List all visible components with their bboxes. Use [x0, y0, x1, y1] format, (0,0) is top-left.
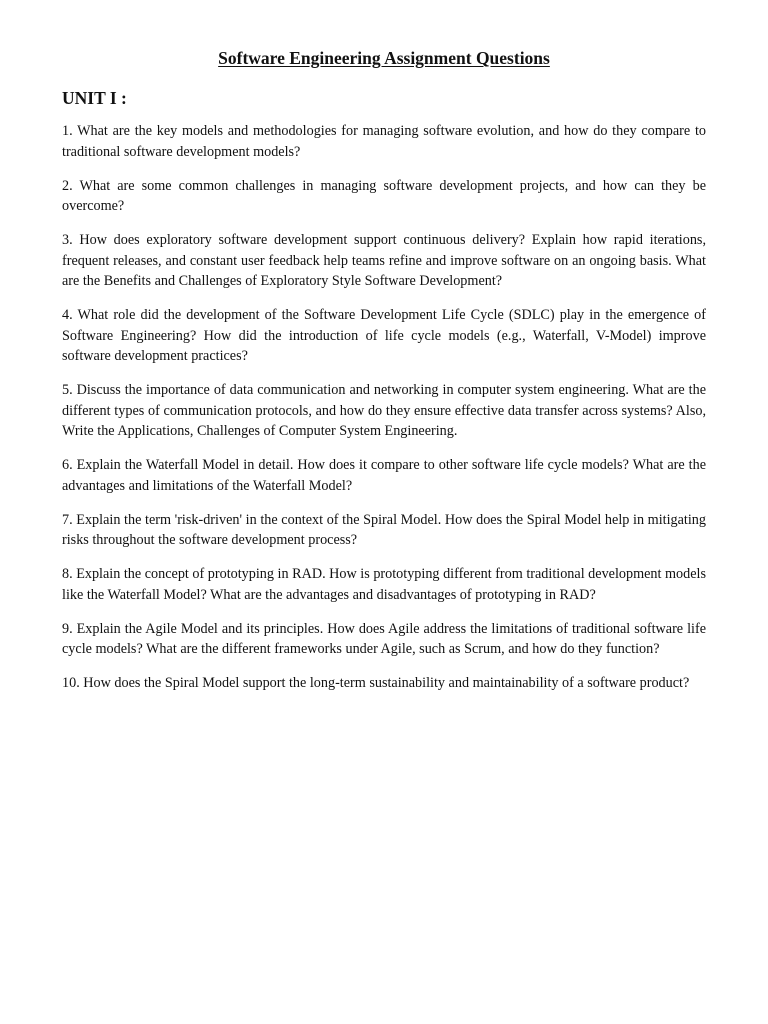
question-list: [62, 121, 706, 694]
question-5: 5. Discuss the importance of data communication and networking in computer system engineering. What are the different types of communication protocols, and how do they ensure effective data transfer across systems? Also, Write the Applications, Challenges of Computer System Engineering.: [62, 382, 706, 439]
document-page: [62, 46, 706, 707]
question-10: 10. How does the Spiral Model support the long-term sustainability and maintainability of a software product?: [62, 675, 690, 691]
question-9: 9. Explain the Agile Model and its principles. How does Agile address the limitations of traditional software life cycle models? What are the different frameworks under Agile, such as Scrum, and how do they function?: [62, 620, 706, 657]
question-4: 4. What role did the development of the Software Development Life Cycle (SDLC) play in the emergence of Software Engineering? How did the introduction of life cycle models (e.g., Waterfall, V-Model) improve software development practices?: [62, 307, 706, 364]
unit-heading: UNIT I :: [62, 88, 127, 108]
question-7: 7. Explain the term 'risk-driven' in the context of the Spiral Model. How does the Spiral Model help in mitigating risks throughout the software development process?: [62, 511, 706, 548]
document-title: Software Engineering Assignment Questions: [218, 48, 550, 68]
question-6: 6. Explain the Waterfall Model in detail. How does it compare to other software life cycle models? What are the advantages and limitations of the Waterfall Model?: [62, 457, 706, 494]
question-3: 3. How does exploratory software development support continuous delivery? Explain how rapid iterations, frequent releases, and constant user feedback help teams refine and improve software on an ongoing basis. What are the Benefits and Challenges of Exploratory Style Software Development?: [62, 232, 706, 289]
question-1: 1. What are the key models and methodologies for managing software evolution, and how do they compare to traditional software development models?: [62, 123, 706, 160]
question-2: 2. What are some common challenges in managing software development projects, and how can they be overcome?: [62, 177, 706, 214]
question-8: 8. Explain the concept of prototyping in RAD. How is prototyping different from traditional development models like the Waterfall Model? What are the advantages and disadvantages of prototyping in RAD?: [62, 566, 706, 603]
